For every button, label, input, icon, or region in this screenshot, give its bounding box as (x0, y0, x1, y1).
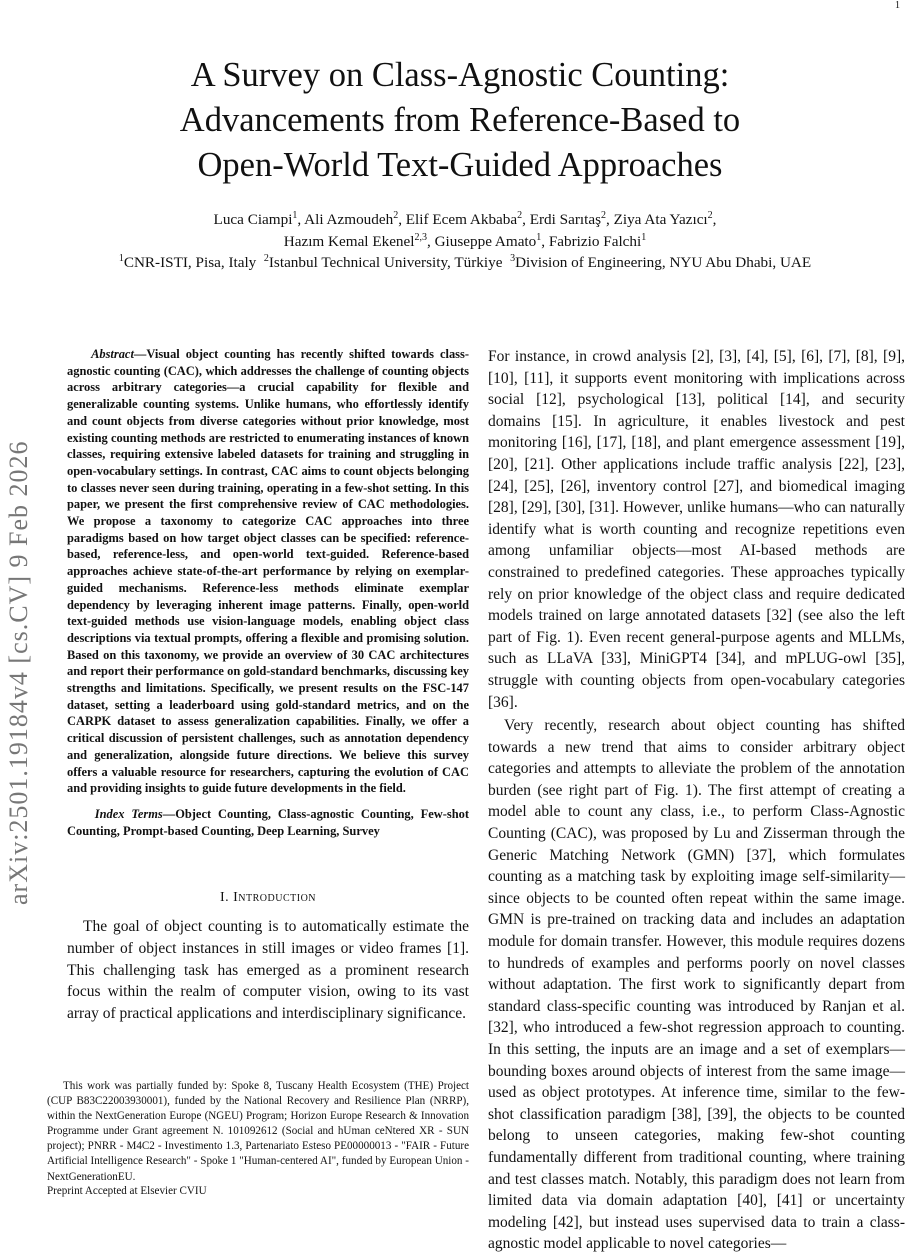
section-heading (67, 890, 469, 906)
body-paragraph: For instance, in crowd analysis [2], [3], [4], [5], [6], [7], [8], [9], [10], [11], it supports event monitoring with implications across social [12], psychological [13], political [14], and security domains [15]. In agriculture, it enables livestock and pest monitoring [16], [17], [18], and plant emergence assessment [19], [20], [21]. Other applications include traffic analysis [22], [23], [24], [25], [26], inventory control [27], and biomedical imaging [28], [29], [30], [31]. However, unlike humans—who can naturally identify what is worth counting and recognize repetitions even among unfamiliar objects—most AI-based methods are constrained to predefined categories. These approaches typically rely on prior knowledge of the object class and require dedicated models trained on large annotated datasets [32] (see also the left part of Fig. 1). Even recent general-purpose agents and MLLMs, such as LLaVA [33], MiniGPT4 [34], and mPLUG-owl [35], struggle with counting objects from open-vocabulary categories [36]. (488, 348, 905, 711)
section-title: Introduction (233, 890, 317, 906)
affil-number: 3 (510, 252, 516, 264)
affil-number: 1 (118, 252, 124, 264)
abstract-label: Abstract (91, 347, 134, 361)
section-number: I. (219, 890, 234, 906)
author-affil-mark: 1 (641, 231, 647, 243)
intro-paragraph: The goal of object counting is to automatically estimate the number of object instances in still images or video frames [1]. This challenging task has emerged as a prominent research focus within the realm of computer vision, owing to its vast array of practical applications and interdisciplinary significance. (67, 918, 469, 1022)
abstract (67, 346, 469, 797)
index-terms-text: —Object Counting, Class-agnostic Counting, Few-shot Counting, Prompt-based Counting, Deep Learning, Survey (67, 806, 470, 838)
affiliation: Istanbul Technical University, Türkiye (268, 254, 503, 271)
affiliation: CNR-ISTI, Pisa, Italy (123, 254, 257, 271)
author-name: Hazım Kemal Ekenel (283, 233, 415, 250)
author-affil-mark: 2 (517, 209, 523, 221)
preprint-text: Preprint Accepted at Elsevier CVIU (47, 1185, 207, 1197)
left-column (67, 346, 469, 1024)
title-line: Open-World Text-Guided Approaches (197, 146, 723, 184)
author-affil-mark: 2 (707, 209, 713, 221)
author-name: , Ziya Ata Yazıcı (606, 211, 708, 228)
author-separator: , (712, 211, 717, 228)
author-name: , Elif Ecem Akbaba (398, 211, 518, 228)
body-paragraph: Very recently, research about object counting has shifted towards a new trend that aims to consider arbitrary object categories and attempts to alleviate the problem of the annotation burden (see right part of Fig. 1). The first attempt of creating a model able to count any class, i.e., to perform Class-Agnostic Counting (CAC), was proposed by Lu and Zisserman through the Generic Matching Network (GMN) [37], which formulates counting as a matching task by exploiting image self-similarity—since objects to be counted often repeat within the same image. GMN is pre-trained on tracking data and includes an adaptation module for domain transfer. However, this module requires dozens to hundreds of examples and performs poorly on novel classes without adaptation. The first work to significantly depart from standard class-specific counting was introduced by Ranjan et al. [32], who introduced a few-shot regression approach to counting. In this setting, the inputs are an image and a set of exemplars—bounding boxes around objects of interest from the same image—used as object prototypes. At inference time, similar to the few-shot classification paradigm [38], [39], the objects to be counted belong to unseen categories, making few-shot counting fundamentally different from traditional counting, where training and test classes match. Notably, this paradigm does not learn from limited data via domain adaptation [40], [41] or uncertainty modeling [42], but instead uses supervised data to train a class-agnostic model applicable to novel categories— (488, 717, 905, 1253)
funding-footnote: This work was partially funded by: Spoke 8, Tuscany Health Ecosystem (THE) Project (CUP B83C22003930001), funded by the National Recovery and Resilience Plan (NRRP), within the NextGeneration Europe (NGEU) Program; Horizon Europe Research & Innovation Programme under Grant agreement N. 101092612 (Social and hUman ceNtered XR - SUN project); PNRR - M4C2 - Investimento 1.3, Partenariato Esteso PE00000013 - "FAIR - Future Artificial Intelligence Research" - Spoke 1 "Human-centered AI", funded by European Union - NextGenerationEU. (47, 1080, 469, 1183)
author-affil-mark: 1 (292, 209, 298, 221)
author-affil-mark: 1 (536, 231, 542, 243)
title-line: Advancements from Reference-Based to (179, 101, 741, 139)
author-name: Luca Ciampi (213, 211, 293, 228)
author-name: , Fabrizio Falchi (541, 233, 642, 250)
affiliation-list (40, 253, 890, 273)
affiliation: Division of Engineering, NYU Abu Dhabi, UAE (515, 254, 812, 271)
paper-title (60, 53, 860, 188)
arxiv-identifier[interactable]: arXiv:2501.19184v4 [cs.CV] 9 Feb 2026 (4, 440, 33, 905)
page-number: 1 (895, 0, 900, 11)
author-affil-mark: 2,3 (414, 231, 427, 243)
index-terms (67, 806, 469, 839)
author-name: , Ali Azmoudeh (297, 211, 394, 228)
title-line: A Survey on Class-Agnostic Counting: (190, 56, 730, 94)
author-name: , Giuseppe Amato (427, 233, 537, 250)
author-name: , Erdi Sarıtaş (522, 211, 601, 228)
right-column (488, 346, 905, 1255)
author-affil-mark: 2 (601, 209, 606, 221)
author-affil-mark: 2 (393, 209, 399, 221)
affil-number: 2 (263, 252, 269, 264)
index-terms-label: Index Terms (94, 806, 163, 821)
abstract-text: —Visual object counting has recently shifted towards class-agnostic counting (CAC), which addresses the challenge of counting objects across arbitrary categories—a crucial capability for flexible and generalizable counting systems. Unlike humans, who effortlessly identify and count objects from diverse categories without prior knowledge, most existing counting methods are restricted to enumerating instances of known classes, requiring extensive labeled datasets for training and struggling in open-vocabulary settings. In contrast, CAC aims to count objects belonging to classes never seen during training, operating in a few-shot setting. In this paper, we present the first comprehensive review of CAC methodologies. We propose a taxonomy to categorize CAC approaches into three paradigms based on how target object classes can be specified: reference-based, reference-less, and open-world text-guided. Reference-based approaches achieve state-of-the-art performance by relying on exemplar-guided mechanisms. Reference-less methods eliminate exemplar dependency by leveraging inherent image patterns. Finally, open-world text-guided methods use vision-language models, enabling object class descriptions via textual prompts, offering a flexible and promising solution. Based on this taxonomy, we provide an overview of 30 CAC architectures and report their performance on gold-standard benchmarks, discussing key strengths and limitations. Specifically, we present results on the FSC-147 dataset, setting a leaderboard using gold-standard metrics, and on the CARPK dataset to assess generalization capabilities. Finally, we offer a critical discussion of persistent challenges, such as annotation dependency and generalization, alongside future directions. We believe this survey offers a valuable resource for researchers, capturing the evolution of CAC and providing insights to guide future developments in the field. (67, 347, 469, 796)
author-list (40, 209, 890, 253)
